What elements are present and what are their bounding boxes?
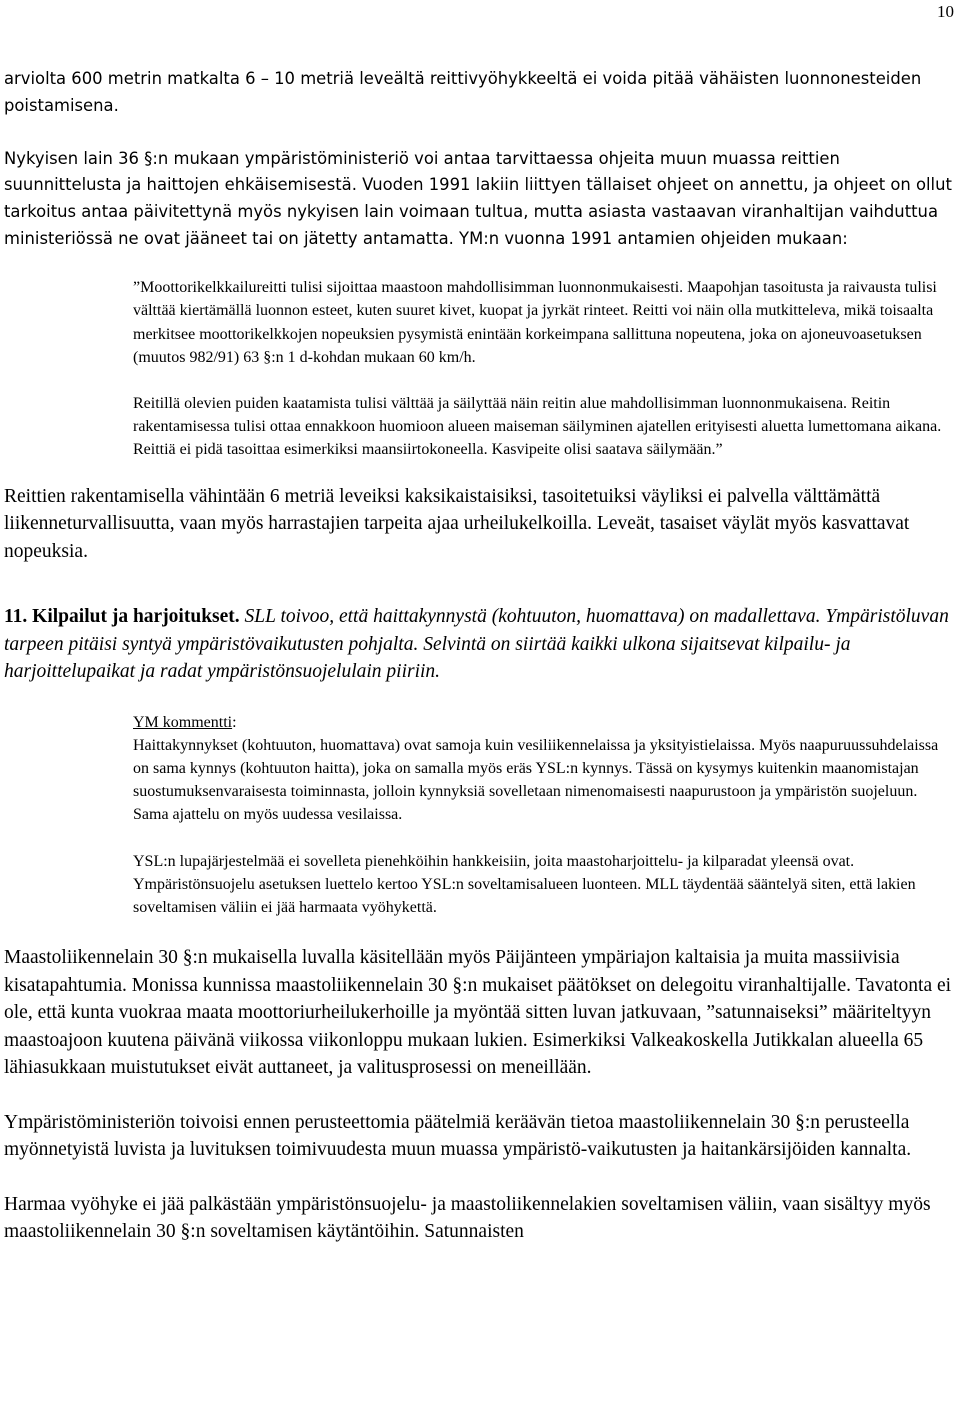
- ym-comment-label-line: [133, 711, 951, 734]
- ym-comment-text-2: YSL:n lupajärjestelmää ei sovelleta pienehköihin hankkeisiin, joita maastoharjoittelu- ja kilparadat yleensä ovat. Ympäristönsuojelu asetuksen luettelo kertoo YSL:n soveltamisalueen luonteen. MLL täydentää sääntelyä siten, että lakien soveltamisen väliin ei jää harmaata vyöhykettä.: [133, 852, 916, 916]
- paragraph-ministry-request: Ympäristöministeriön toivoisi ennen perusteettomia päätelmiä keräävän tietoa maastoliikennelain 30 §:n perusteella myönnetyistä luvista ja luvituksen toimivuudesta muun muassa ympäristö-vaikutusten ja haitankärsijöiden kannalta.: [4, 1111, 912, 1161]
- ym-comment-colon: :: [232, 713, 237, 731]
- ym-comment-label: YM kommentti: [133, 713, 233, 731]
- paragraph-grey-zone: Harmaa vyöhyke ei jää palkästään ympäristönsuojelu- ja maastoliikennelakien soveltamisen väliin, vaan sisältyy myös maastoliikennelain 30 §:n soveltamisen käytäntöihin. Satunnaisten: [4, 1193, 931, 1243]
- document-body: [4, 66, 956, 1246]
- paragraph-route-width: Reittien rakentamisella vähintään 6 metriä leveiksi kaksikaistaisiksi, tasoitetuiksi väyliksi ei palvella välttämättä liikenneturvallisuutta, vaan myös harrastajien tarpeita ajaa urheilukelkoilla. Leveät, tasaiset väylät myös kasvattavat nopeuksia.: [4, 485, 910, 562]
- quote-ym-guideline-1: ”Moottorikelkkailureitti tulisi sijoittaa maastoon mahdollisimman luonnonmukaisesti. Maapohjan tasoitusta ja raivausta tulisi välttää kiertämällä luonnon esteet, kuten suuret kivet, kuopat ja jyrkät rinteet. Reitti voi näin olla mutkitteleva, mikä toisaalta merkitsee moottorikelkkojen nopeuksien pysymistä enintään korkeimpana sallittuna nopeutena, joka on ajoneuvoasetuksen (muutos 982/91) 63 §:n 1 d-kohdan mukaan 60 km/h.: [133, 279, 937, 366]
- section-11-heading: [4, 603, 956, 686]
- paragraph-guidelines: Nykyisen lain 36 §:n mukaan ympäristöministeriö voi antaa tarvittaessa ohjeita muun muassa reittien suunnittelusta ja haittojen ehkäisemisestä. Vuoden 1991 lakiin liittyen tällaiset ohjeet on annettu, ja ohjeet on ollut tarkoitus antaa päivitettynä myös nykyisen lain voimaan tultua, mutta asiasta vastaavan viranhaltijan vaihduttua ministeriössä ne ovat jääneet tai on jätetty antamatta. YM:n vuonna 1991 antamien ohjeiden mukaan:: [4, 148, 952, 248]
- section-11-statement: SLL toivoo, että haittakynnystä (kohtuuton, huomattava) on madallettava. Ympäristöluvan tarpeen pitäisi syntyä ympäristövaikutusten pohjalta. Selvintä on siirtää kaikki ulkona sijaitsevat kilpailu- ja harjoittelupaikat ja radat ympäristönsuojelulain piiriin.: [4, 606, 949, 683]
- paragraph-competitions: Maastoliikennelain 30 §:n mukaisella luvalla käsitellään myös Päijänteen ympäriajon kaltaisia ja muita massiivisia kisatapahtumia. Monissa kunnissa maastoliikennelain 30 §:n mukaiset päätökset on delegoitu viranhaltijalle. Tavatonta ei ole, että kunta vuokraa maata moottoriurheilukerhoille ja myöntää sitten luvan jatkuvaan, ”satunnaiseksi” määriteltyyn maastoajoon kuutena päivänä viikossa viikonloppu mukaan lukien. Esimerkiksi Valkeakoskella Jutikkalan alueella 65 lähiasukkaan muistutukset eivät auttaneet, ja valitusprosessi on meneillään.: [4, 947, 952, 1079]
- paragraph-intro: arviolta 600 metrin matkalta 6 – 10 metriä leveältä reittivyöhykkeeltä ei voida pitää vähäisten luonnonesteiden poistamisena.: [4, 69, 922, 115]
- quote-ym-guideline-2: Reitillä olevien puiden kaatamista tulisi välttää ja säilyttää näin reitin alue mahdollisimman luonnonmukaisena. Reitin rakentamisessa tulisi ottaa ennakkoon huomioon alueen maiseman säilyminen ajatellen erityisesti aluetta lumettomana aikana. Reittiä ei pidä tasoittaa esimerkiksi maansiirtokoneella. Kasvipeite olisi saatava säilymään.”: [133, 394, 942, 459]
- ym-comment-text-1: Haittakynnykset (kohtuuton, huomattava) ovat samoja kuin vesiliikennelaissa ja yksityistielaissa. Myös naapuruussuhdelaissa on sama kynnys (kohtuuton haitta), joka on samalla myös eräs YSL:n kynnys. Tässä on kysymys kuitenkin maanomistajan suostumuksenvaraisesta toiminnasta, jolloin kynnyksiä sovelletaan nimenomaisesti naapurustoon ja ympäristön suojeluun. Sama ajattelu on myös uudessa vesilaissa.: [133, 736, 939, 824]
- section-11-title: 11. Kilpailut ja harjoitukset.: [4, 606, 240, 628]
- page-number: 10: [937, 2, 954, 21]
